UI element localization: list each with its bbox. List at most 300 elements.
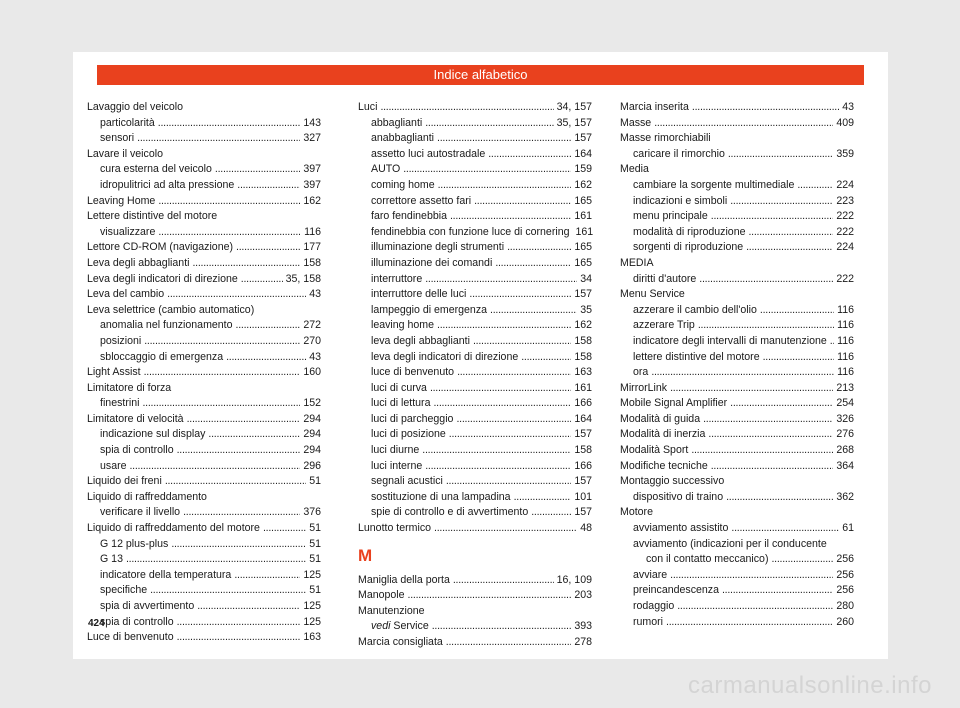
index-entry <box>87 334 321 350</box>
dot-leader <box>193 256 301 272</box>
index-entry <box>620 490 854 506</box>
entry-page-ref: 222 <box>836 272 854 285</box>
dot-leader <box>514 490 572 506</box>
index-entry <box>620 396 854 412</box>
index-heading: Liquido di raffreddamento <box>87 490 207 503</box>
entry-page-ref: 254 <box>836 397 854 410</box>
entry-label: Mobile Signal Amplifier <box>620 397 728 410</box>
index-entry <box>358 287 592 303</box>
index-entry <box>358 303 592 319</box>
entry-page-ref: 376 <box>303 506 321 519</box>
entry-page-ref: 359 <box>836 147 854 160</box>
entry-page-ref: 256 <box>836 584 854 597</box>
manual-page <box>73 52 888 659</box>
entry-label: spie di controllo e di avvertimento <box>371 506 529 519</box>
entry-page-ref: 161 <box>574 381 592 394</box>
entry-page-ref: 116 <box>837 366 854 379</box>
entry-label: Lettore CD-ROM (navigazione) <box>87 241 234 254</box>
dot-leader <box>425 116 553 132</box>
dot-leader <box>215 162 300 178</box>
index-entry <box>87 427 321 443</box>
entry-label: lettere distintive del motore <box>633 350 760 363</box>
dot-leader <box>437 318 571 334</box>
entry-label: Marcia consigliata <box>358 636 443 648</box>
index-entry <box>620 381 854 397</box>
index-entry <box>358 162 592 178</box>
entry-label: Liquido di raffreddamento del motore <box>87 522 260 535</box>
entry-label: idropulitrici ad alta pressione <box>100 178 235 191</box>
entry-label: usare <box>100 459 127 472</box>
dot-leader <box>177 615 301 631</box>
entry-page-ref: 61 <box>842 522 854 535</box>
entry-page-ref: 164 <box>574 412 592 425</box>
entry-label: verificare il livello <box>100 506 181 519</box>
entry-page-ref: 276 <box>836 428 854 441</box>
dot-leader <box>677 599 833 615</box>
index-entry <box>620 147 854 163</box>
entry-page-ref: 280 <box>836 600 854 612</box>
dot-leader <box>730 194 833 210</box>
index-entry <box>620 615 854 631</box>
dot-leader <box>187 412 301 428</box>
entry-page-ref: 164 <box>574 147 592 160</box>
index-entry <box>87 194 321 210</box>
entry-page-ref: 260 <box>836 615 854 628</box>
index-entry <box>87 568 321 584</box>
dot-leader <box>453 573 554 589</box>
dot-leader <box>708 427 833 443</box>
entry-page-ref: 158 <box>574 334 592 347</box>
entry-page-ref: 43 <box>309 288 321 301</box>
dot-leader <box>433 396 571 412</box>
index-entry <box>358 505 592 521</box>
entry-page-ref: 152 <box>303 397 321 410</box>
entry-page-ref: 34 <box>580 272 592 285</box>
index-entry <box>358 521 592 537</box>
entry-page-ref: 270 <box>303 334 321 347</box>
dot-leader <box>746 240 833 256</box>
dot-leader <box>730 396 833 412</box>
index-heading: Manutenzione <box>358 604 425 617</box>
dot-leader <box>438 178 572 194</box>
entry-label: anabbaglianti <box>371 132 435 145</box>
dot-leader <box>403 162 571 178</box>
index-entry <box>620 334 854 350</box>
index-entry <box>87 599 321 615</box>
dot-leader <box>425 272 577 288</box>
entry-page-ref: 162 <box>574 319 592 332</box>
entry-label: Manopole <box>358 589 405 602</box>
dot-leader <box>722 583 833 599</box>
index-entry <box>620 443 854 459</box>
index-entry <box>620 303 854 319</box>
index-heading: Limitatore di forza <box>87 381 172 394</box>
entry-label: Leva del cambio <box>87 288 165 301</box>
dot-leader <box>197 599 300 615</box>
entry-label: correttore assetto fari <box>371 194 472 207</box>
index-entry <box>620 521 854 537</box>
entry-label: Liquido dei freni <box>87 475 162 488</box>
entry-page-ref: 163 <box>574 366 592 379</box>
entry-label: coming home <box>371 178 435 191</box>
dot-leader <box>158 194 300 210</box>
index-column-1 <box>87 100 321 646</box>
dot-leader <box>422 443 571 459</box>
dot-leader <box>457 365 571 381</box>
dot-leader <box>263 521 306 537</box>
index-heading: Lavaggio del veicolo <box>87 101 184 113</box>
entry-page-ref: 162 <box>574 178 592 191</box>
index-entry <box>358 365 592 381</box>
entry-label: Light Assist <box>87 366 141 379</box>
entry-label: indicazioni e simboli <box>633 194 728 207</box>
entry-page-ref: 43 <box>842 101 854 113</box>
dot-leader <box>236 318 301 334</box>
entry-page-ref: 397 <box>303 178 321 191</box>
index-entry <box>620 350 854 366</box>
entry-page-ref: 177 <box>303 241 321 254</box>
index-entry <box>358 194 592 210</box>
entry-label: spia di avvertimento <box>100 600 195 612</box>
dot-leader <box>495 256 571 272</box>
index-entry <box>358 116 592 132</box>
entry-label: indicazione sul display <box>100 428 206 441</box>
entry-page-ref: 163 <box>303 631 321 644</box>
index-entry <box>358 131 592 147</box>
entry-page-ref: 157 <box>574 132 592 145</box>
dot-leader <box>490 303 577 319</box>
entry-page-ref: 143 <box>303 116 321 129</box>
dot-leader <box>488 147 571 163</box>
entry-page-ref: 157 <box>574 475 592 488</box>
entry-label: Lunotto termico <box>358 522 432 535</box>
index-entry <box>358 272 592 288</box>
entry-label: cambiare la sorgente multimediale <box>633 178 795 191</box>
dot-leader <box>763 350 835 366</box>
index-column-3 <box>620 100 854 630</box>
entry-page-ref: 278 <box>574 636 592 648</box>
entry-page-ref: 116 <box>304 225 321 238</box>
dot-leader <box>670 381 833 397</box>
entry-label: Modalità Sport <box>620 444 689 457</box>
index-entry <box>358 635 592 651</box>
entry-label: Modalità di inerzia <box>620 428 706 441</box>
dot-leader <box>711 459 834 475</box>
dot-leader <box>507 240 571 256</box>
index-entry <box>87 256 321 272</box>
entry-label: leva degli abbaglianti <box>371 334 470 347</box>
dot-leader <box>158 116 301 132</box>
dot-leader <box>437 131 571 147</box>
index-entry <box>87 365 321 381</box>
dot-leader <box>691 443 833 459</box>
entry-page-ref: 125 <box>303 568 321 581</box>
entry-label: avviamento assistito <box>633 522 729 535</box>
index-entry <box>358 334 592 350</box>
dot-leader <box>177 630 301 646</box>
entry-label: interruttore <box>371 272 423 285</box>
entry-page-ref: 158 <box>303 256 321 269</box>
entry-page-ref: 157 <box>574 428 592 441</box>
entry-page-ref: 272 <box>303 319 321 332</box>
entry-label: Marcia inserita <box>620 101 689 113</box>
dot-leader <box>456 412 571 428</box>
entry-label: AUTO <box>371 163 401 176</box>
entry-label: Modifiche tecniche <box>620 459 708 472</box>
entry-label: luce di benvenuto <box>371 366 455 379</box>
entry-page-ref: 48 <box>580 522 592 535</box>
dot-leader <box>469 287 571 303</box>
index-entry <box>358 256 592 272</box>
watermark: carmanualsonline.info <box>688 672 932 699</box>
entry-label: leaving home <box>371 319 435 332</box>
dot-leader <box>446 474 571 490</box>
entry-label: illuminazione degli strumenti <box>371 241 505 254</box>
entry-page-ref: 35 <box>580 303 592 316</box>
dot-leader <box>521 350 571 366</box>
index-heading: Menu Service <box>620 288 685 301</box>
entry-page-ref: 294 <box>303 428 321 441</box>
index-entry <box>620 240 854 256</box>
entry-page-ref: 160 <box>303 366 321 379</box>
index-entry <box>358 350 592 366</box>
index-entry <box>87 350 321 366</box>
entry-page-ref: 158 <box>574 444 592 457</box>
index-entry <box>87 116 321 132</box>
entry-page-ref: 116 <box>837 303 854 316</box>
dot-leader <box>474 194 571 210</box>
index-entry <box>620 194 854 210</box>
entry-page-ref: 224 <box>836 178 854 191</box>
index-entry <box>87 318 321 334</box>
index-entry <box>87 131 321 147</box>
dot-leader <box>144 334 300 350</box>
entry-label: menu principale <box>633 210 708 223</box>
entry-label: ora <box>633 366 649 379</box>
index-entry <box>620 552 854 568</box>
entry-label: G 13 <box>100 553 123 566</box>
index-heading: Masse rimorchiabili <box>620 132 711 145</box>
entry-page-ref: 222 <box>836 210 854 223</box>
entry-label: MirrorLink <box>620 381 668 394</box>
dot-leader <box>666 615 833 631</box>
entry-page-ref: 51 <box>309 475 321 488</box>
entry-page-ref: 165 <box>574 256 592 269</box>
index-entry <box>87 630 321 646</box>
entry-label: assetto luci autostradale <box>371 147 486 160</box>
page-title: Indice alfabetico <box>97 65 864 85</box>
index-entry <box>87 505 321 521</box>
dot-leader <box>446 635 572 651</box>
dot-leader <box>130 459 301 475</box>
dot-leader <box>434 521 577 537</box>
entry-label: sorgenti di riproduzione <box>633 241 744 254</box>
index-entry <box>87 552 321 568</box>
entry-label: Modalità di guida <box>620 412 701 425</box>
entry-label: fendinebbia con funzione luce di cornering <box>371 225 570 238</box>
entry-page-ref: 116 <box>837 319 854 332</box>
dot-leader <box>430 381 571 397</box>
index-entry <box>358 147 592 163</box>
index-entry <box>87 537 321 553</box>
entry-page-ref: 393 <box>574 620 592 633</box>
entry-label: azzerare Trip <box>633 319 695 332</box>
index-heading: MEDIA <box>620 256 654 269</box>
entry-label: finestrini <box>100 397 140 410</box>
entry-page-ref: 256 <box>836 553 854 566</box>
index-column-2 <box>358 100 592 651</box>
entry-label: dispositivo di traino <box>633 490 724 503</box>
index-entry <box>358 427 592 443</box>
entry-page-ref: 296 <box>303 459 321 472</box>
dot-leader <box>237 178 300 194</box>
index-heading: Media <box>620 163 649 176</box>
dot-leader <box>183 505 300 521</box>
index-entry <box>87 287 321 303</box>
entry-label: Luce di benvenuto <box>87 631 174 644</box>
entry-label: particolarità <box>100 116 155 129</box>
entry-page-ref: 224 <box>836 241 854 254</box>
dot-leader <box>408 588 572 604</box>
entry-page-ref: 362 <box>836 490 854 503</box>
entry-label: luci di parcheggio <box>371 412 454 425</box>
index-entry <box>87 162 321 178</box>
entry-label: Leva degli indicatori di direzione <box>87 272 238 285</box>
index-entry <box>358 318 592 334</box>
index-heading: Montaggio successivo <box>620 475 725 488</box>
dot-leader <box>726 490 833 506</box>
entry-page-ref: 157 <box>574 506 592 519</box>
entry-page-ref: 213 <box>836 381 854 394</box>
dot-leader <box>703 412 833 428</box>
dot-leader <box>425 459 571 475</box>
dot-leader <box>748 225 833 241</box>
entry-label: abbaglianti <box>371 116 423 129</box>
entry-page-ref: 51 <box>309 537 321 550</box>
entry-page-ref: 165 <box>574 194 592 207</box>
index-entry <box>358 474 592 490</box>
entry-page-ref: 116 <box>837 334 854 347</box>
entry-page-ref: 165 <box>574 241 592 254</box>
index-entry <box>358 588 592 604</box>
dot-leader <box>158 225 301 241</box>
entry-label: luci di posizione <box>371 428 446 441</box>
entry-label: rodaggio <box>633 600 675 612</box>
entry-page-ref: 222 <box>836 225 854 238</box>
entry-label: lampeggio di emergenza <box>371 303 488 316</box>
index-entry <box>620 178 854 194</box>
entry-label: cura esterna del veicolo <box>100 163 212 176</box>
entry-page-ref: 223 <box>836 194 854 207</box>
entry-label: caricare il rimorchio <box>633 147 725 160</box>
dot-leader <box>226 350 306 366</box>
index-entry <box>358 178 592 194</box>
entry-label: anomalia nel funzionamento <box>100 319 233 332</box>
dot-leader <box>771 552 833 568</box>
entry-page-ref: 256 <box>836 568 854 581</box>
entry-label: G 12 plus-plus <box>100 537 169 550</box>
dot-leader <box>165 474 306 490</box>
index-entry <box>87 178 321 194</box>
entry-label: Maniglia della porta <box>358 573 450 586</box>
entry-page-ref: 161 <box>574 210 592 223</box>
index-entry <box>620 225 854 241</box>
index-entry <box>358 381 592 397</box>
dot-leader <box>380 100 553 116</box>
dot-leader <box>234 568 300 584</box>
entry-label: Leaving Home <box>87 194 156 207</box>
dot-leader <box>208 427 300 443</box>
index-entry <box>358 100 592 116</box>
entry-page-ref: 268 <box>836 444 854 457</box>
dot-leader <box>144 365 301 381</box>
index-entry <box>358 490 592 506</box>
entry-label: sbloccaggio di emergenza <box>100 350 224 363</box>
index-entry <box>87 412 321 428</box>
entry-page-ref: 294 <box>303 444 321 457</box>
index-heading: Lettere distintive del motore <box>87 210 218 223</box>
entry-page-ref: 35, 157 <box>556 116 592 129</box>
index-entry <box>87 615 321 631</box>
entry-page-ref: 397 <box>303 163 321 176</box>
entry-label: luci diurne <box>371 444 420 457</box>
dot-leader <box>531 505 571 521</box>
index-entry <box>87 272 321 288</box>
entry-page-ref: 166 <box>574 459 592 472</box>
entry-label: rumori <box>633 615 664 628</box>
entry-label: Luci <box>358 101 378 113</box>
entry-label: Masse <box>620 116 652 129</box>
entry-label: Limitatore di velocità <box>87 412 184 425</box>
entry-page-ref: 101 <box>574 490 592 503</box>
entry-label: con il contatto meccanico) <box>646 553 769 566</box>
entry-label: indicatore degli intervalli di manutenzione <box>633 334 827 347</box>
index-entry <box>620 459 854 475</box>
index-entry <box>620 116 854 132</box>
entry-page-ref: 159 <box>574 163 592 176</box>
index-entry <box>87 521 321 537</box>
cross-reference-target: Service <box>393 620 429 633</box>
dot-leader <box>797 178 833 194</box>
index-entry <box>358 443 592 459</box>
entry-page-ref: 294 <box>303 412 321 425</box>
dot-leader <box>830 334 834 350</box>
index-entry <box>620 568 854 584</box>
cross-reference-word: vedi <box>371 620 391 633</box>
entry-label: illuminazione dei comandi <box>371 256 493 269</box>
entry-label: segnali acustici <box>371 475 443 488</box>
dot-leader <box>670 568 833 584</box>
dot-leader <box>432 619 572 635</box>
index-entry <box>87 474 321 490</box>
entry-label <box>371 619 429 635</box>
dot-leader <box>450 209 571 225</box>
entry-page-ref: 125 <box>303 615 321 628</box>
entry-label: indicatore della temperatura <box>100 568 232 581</box>
entry-label: preincandescenza <box>633 584 719 597</box>
entry-page-ref: 158 <box>574 350 592 363</box>
entry-label: visualizzare <box>100 225 156 238</box>
index-entry <box>87 443 321 459</box>
dot-leader <box>236 240 300 256</box>
index-entry <box>620 599 854 615</box>
dot-leader <box>699 272 833 288</box>
index-entry <box>620 427 854 443</box>
entry-page-ref: 157 <box>574 288 592 301</box>
page-number: 424 <box>88 618 105 629</box>
entry-label: Leva degli abbaglianti <box>87 256 190 269</box>
entry-page-ref: 43 <box>309 350 321 363</box>
